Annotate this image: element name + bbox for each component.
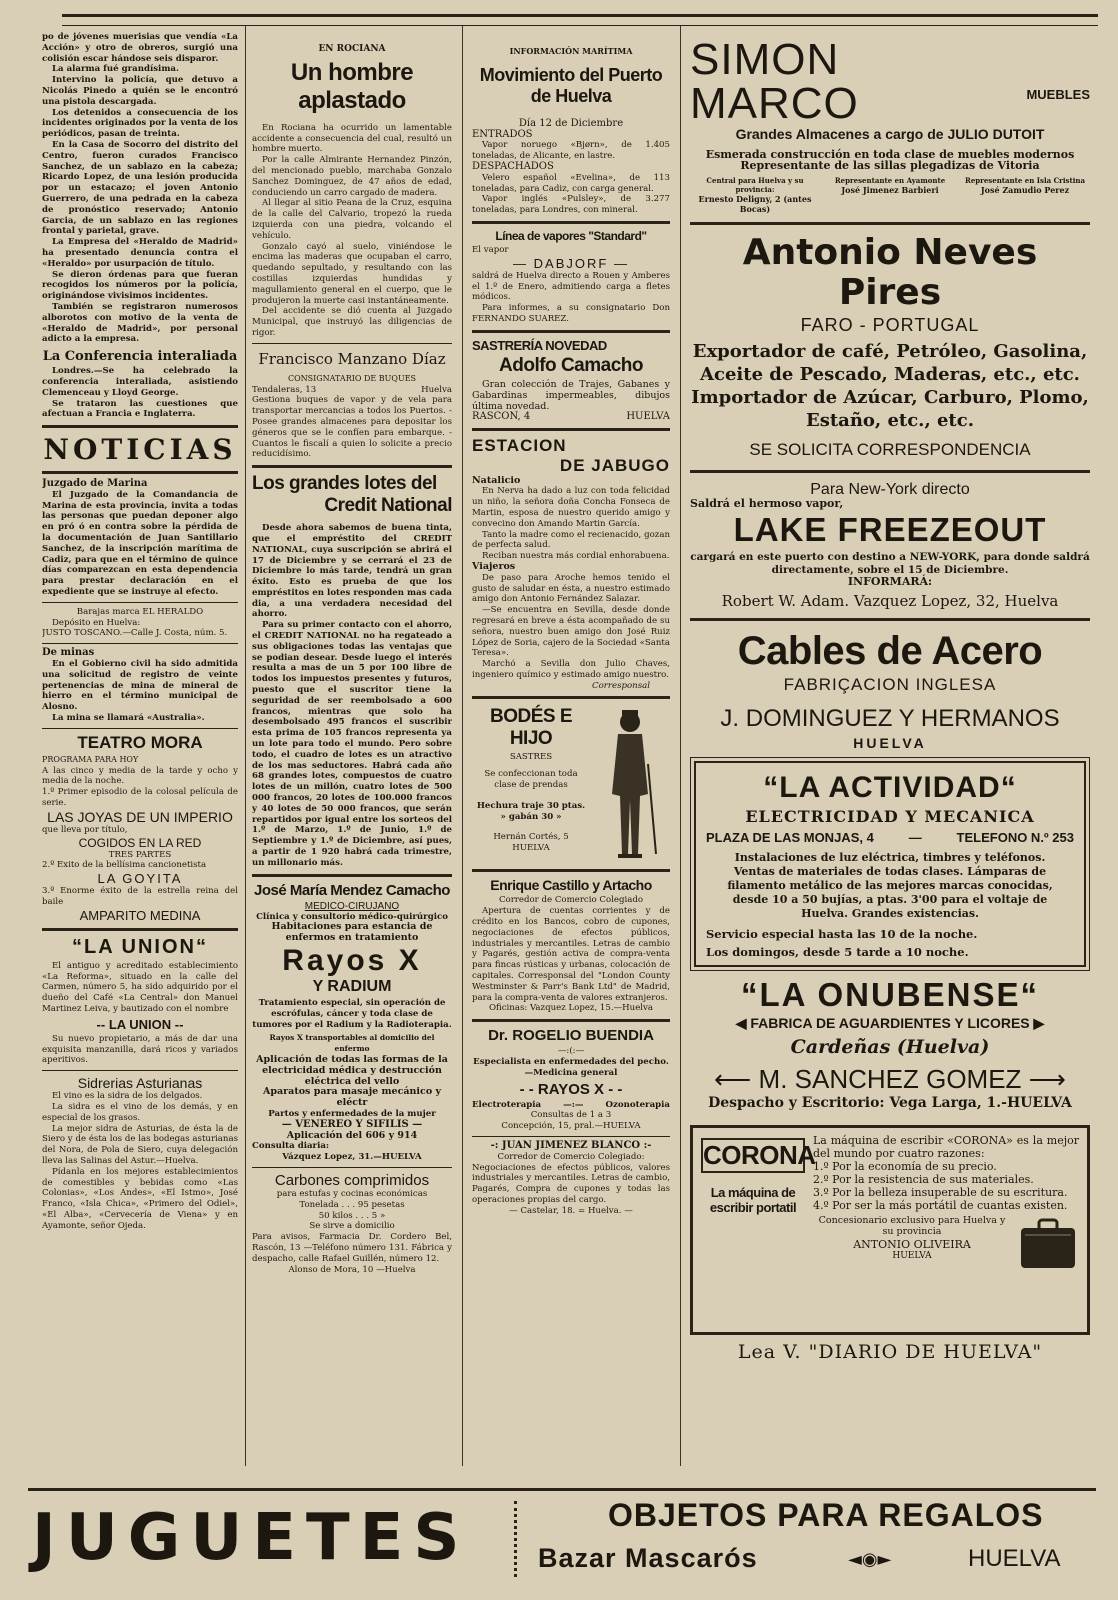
article-text: En Rociana ha ocurrido un lamentable accidente a consecuencia del cual, resultó un hombre muerto. (252, 122, 452, 155)
ad-text: Consulta diaria: (252, 1141, 330, 1152)
headline: Un hombre aplastado (290, 58, 414, 114)
doctor-name: José María Mendez Camacho (254, 881, 450, 899)
ad-text: 50 kilos . . . 5 » (318, 1210, 386, 1221)
ad-text: TRES PARTES (108, 849, 172, 860)
article-text: Desde ahora sabemos de buena tinta, que el empréstito del CREDIT NATIONAL, cuya suscripción se abrirá el 17 de Diciembre y se cerrará el 23 de Diciembre lo más tarde, tendrá un gran éxito. Esto es prueba de que los empréstitos en lotes responden mas cada dia, a una verdadera necesidad del ahorro. (252, 523, 452, 620)
ad-text: Tonelada . . . 95 pesetas (299, 1199, 405, 1210)
business-name: Francisco Manzano Díaz (258, 349, 446, 368)
film-title: COGIDOS EN LA RED (78, 835, 202, 850)
ad-text: Vázquez Lopez, 31.—HUELVA (282, 1152, 422, 1163)
ad-text: ◀ FABRICA DE AGUARDIENTES Y LICORES ▶ (735, 1015, 1045, 1032)
ad-text: Concesionario exclusivo para Huelva y su provincia (818, 1215, 1006, 1237)
subheading: DESPACHADOS (472, 160, 554, 172)
ad-text: Se sirve a domicilio (309, 1221, 395, 1232)
business-name: ⟵ M. SANCHEZ GOMEZ ⟶ (714, 1064, 1066, 1095)
divider (472, 428, 670, 431)
article-text: Gonzalo cayó al suelo, viniéndose le encima las maderas que ocupaban el carro, quedando sepultado, y resultando con las costillas izquierdas hundidas y magullamiento general en el cuerpo, que le produjeron la muerte casi instantáneamente. (252, 241, 452, 306)
ad-text: Gestiona buques de vapor y de vela para transportar mercancias a todos los Puertos. - Posee grandes almacenes para depositar los géneros que se le confíen para embarque. - Cuantos le fiscalí a quien lo solicite a precio reducidísimo. (252, 395, 452, 460)
section-heading: La Conferencia interaliada (42, 349, 238, 365)
article-text: Se trataron las cuestiones que afectuan a Francia e Inglaterra. (42, 398, 238, 420)
ad-text: Corredor de Comercio Colegiado (498, 895, 644, 906)
subheading: ENTRADOS (472, 128, 533, 140)
corona-ad (690, 1125, 1090, 1335)
ad-text: HUELVA (512, 843, 550, 854)
rep-label: Representante en Isla Cristina (965, 175, 1085, 185)
divider (42, 643, 238, 644)
article-text: El vino es la sidra de los delgados. (52, 1091, 203, 1102)
ad-text: — Castelar, 18. = Huelva. — (509, 1205, 633, 1216)
article-text: La Empresa del «Heraldo de Madrid» ha presentado denuncia contra el «Heraldo» por usurpación de título. (42, 237, 238, 269)
article-text: Para su primer contacto con el ahorro, el CREDIT NATIONAL no ha regateado a sus obligaciones todas las ventajas que se podian desear. Desde luego el interés resulta a mas de un 5 por 100 libre de todos los impuestos presentes y futuros, puesto que el suscritor tiene la seguridad de ser reembolsado a 600 francos, mientras que solo ha desembolsado 495 francos el suscribir esta prima de 105 francos representa ya un lote para todo el mundo. Pero sobre todo, el cuadro de lotes es un atractivo de los mas seductores. Habrá cada año 68 grandes lotes, compuestos de cuatro lotes de un millón, cuatro lotes de 500 000 francos, 20 lotes de 100.000 francos y 40 lotes de 50 000 francos, que serán repartidos por igual entre los sorteos del 1.º de Marzo, 1.º de Junio, 1.º de Septiembre y 1.º de Diciembre, así pues, a partir de 1 920 habrá cada trimestre, un millonario más. (252, 620, 452, 868)
column-rule (245, 26, 246, 1466)
man-in-suit-illustration (594, 704, 666, 864)
article-text: De paso para Aroche hemos tenido el gusto de saludar en ésta, a nuestro estimado amigo don Antonio Fernández Salazar. (472, 572, 670, 605)
headline: Movimiento del Puerto de Huelva (479, 64, 663, 106)
ad-text: Lea V. "DIARIO DE HUELVA" (737, 1341, 1043, 1364)
ad-text: 4.º Por ser la más portátil de cuantas existen. (813, 1199, 1068, 1213)
article-text: La sidra es el vino de los demás, y en especial de los grasos. (42, 1101, 238, 1123)
ad-text: ELECTRICIDAD Y MECANICA (745, 807, 1035, 827)
sidrerias-title: Sidrerias Asturianas (77, 1075, 203, 1092)
article-text: En Nerva ha dado a luz con toda felicidad un niño, la señora doña Concha Fonseca de Martin, esposa de nuestro querido amigo y convecino don Amando Martin García. (472, 486, 670, 529)
article-text: Se dieron órdenas para que fueran recogidos los números por la policía, originándose vivisimos incidentes. (42, 269, 238, 302)
ad-text: FABRIÇACION INGLESA (783, 675, 997, 695)
ad-text: Electroterapia (472, 1099, 542, 1110)
ad-text: que lleva por título, (42, 824, 128, 835)
ad-text: cargará en este puerto con destino a NEW-YORK, para donde saldrá directamente, sobre el 15 de Diciembre. (690, 551, 1090, 577)
ad-text: SE SOLICITA CORRESPONDENCIA (749, 439, 1031, 459)
article-text: Reciban nuestra más cordial enhorabuena. (482, 551, 670, 562)
divider (472, 1019, 670, 1022)
article-text: Intervino la policía, que detuvo a Nicolás Pinedo a quién se le encontró una pistola descargada. (42, 75, 238, 107)
union-title: “LA UNION“ (72, 935, 208, 958)
divider (690, 618, 1090, 621)
section-heading: DE JABUGO (559, 455, 670, 475)
rep-ayamonte (825, 176, 955, 214)
article-text: El Juzgado de la Comandancia de Marina de esta provincia, invita a todas las personas que puedan deponer algo en pró ó en contra sobre la pérdida de la documentación de Juan Santillario Sanchez, de la inscripción marítima de Cadiz, para que en el término de quince días comparezcan en esta dependencia para prestar declaración en el expediente que se instruye al efecto. (42, 489, 238, 598)
theatre-title: TEATRO MORA (77, 732, 203, 752)
ad-text: HUELVA (892, 1250, 932, 1261)
business-name: J. DOMINGUEZ Y HERMANOS (720, 705, 1060, 733)
section-heading: ESTACION (472, 435, 567, 455)
ad-text: 2.º Por la resistencia de sus materiales. (813, 1173, 1034, 1187)
concesionario-block (813, 1216, 1079, 1272)
divider (690, 470, 1090, 473)
business-name: Enrique Castillo y Artacho (490, 877, 652, 894)
kicker: INFORMACIÓN MARÍTIMA (509, 46, 633, 56)
ad-text: Aplicación del 606 y 914 (286, 1129, 418, 1141)
rep-central (690, 176, 820, 214)
divider (252, 874, 452, 877)
ad-text: Corredor de Comercio Colegiado: (497, 1151, 645, 1162)
rep-label: Representante en Ayamonte (834, 175, 946, 185)
article-text: Los detenidos a consecuencia de los incidentes originados por la venta de los periódicos, pasan de treinta. (42, 107, 238, 140)
ad-text: El vapor (472, 244, 509, 255)
ad-text: Negociaciones de efectos públicos, valores industriales y mercantiles. Letras de cambio, Pagarés, Compra de cupones y todas las operaciones propias del cargo. (472, 1162, 670, 1206)
ad-text: Para avisos, Farmacia Dr. Cordero Bel, Rascón, 13 —Teléfono número 131. Fábrica y despacho, calle Rafael Guillén, número 12. (252, 1232, 452, 1264)
ad-text: HUELVA (968, 1545, 1061, 1572)
ad-text: 1.º Primer episodio de la colosal película de serie. (42, 787, 238, 809)
rayos-title: - - RAYOS X - - (519, 1080, 623, 1098)
divider (472, 221, 670, 224)
rep-isla (960, 176, 1090, 214)
union-small: -- LA UNION -- (96, 1016, 184, 1032)
article-text: Día 12 de Diciembre (518, 117, 624, 129)
carbones-title: Carbones comprimidos (274, 1171, 430, 1189)
ad-text: para estufas y cocinas económicas (276, 1188, 428, 1199)
byline: Corresponsal (592, 680, 650, 691)
ad-text: Los domingos, desde 5 tarde a 10 noche. (706, 945, 969, 960)
la-actividad-ad (694, 761, 1086, 967)
article-text: —Se encuentra en Sevilla, desde donde regresará en breve a ésta acompañado de su señora, nuestro buen amigo don José Ruiz López de Soria, cajero de la Sociedad «Santa Teresa». (472, 605, 670, 659)
business-name: “LA ACTIVIDAD“ (763, 771, 1017, 805)
ad-text: Alonso de Mora, 10 —Huelva (288, 1264, 416, 1275)
ad-text: Cardeñas (Huelva) (790, 1036, 990, 1059)
ad-text: MUEBLES (1026, 87, 1090, 102)
noticias-heading: NOTICIAS (43, 433, 237, 467)
headline: Los grandes lotes del (252, 473, 437, 495)
bodes-text (472, 704, 590, 864)
ad-text: —:(:— (557, 1046, 585, 1057)
headline: Credit National (324, 495, 452, 517)
ad-text: Esmerada construcción en toda clase de muebles modernos (705, 148, 1075, 161)
ad-text: ANTONIO OLIVEIRA (853, 1237, 971, 1251)
ad-text: Depósito en Huelva: (52, 617, 141, 628)
business-name: SIMON MARCO (690, 35, 859, 128)
divider (42, 928, 238, 931)
ornament-icon: ◄◉► (848, 1549, 892, 1570)
divider (252, 1167, 452, 1168)
business-name: M. SANCHEZ GOMEZ (758, 1064, 1022, 1095)
ad-text: Partos y enfermedades de la mujer (268, 1108, 436, 1119)
rep-label: Central para Huelva y su provincia: (706, 175, 804, 194)
artist-name: LA GOYITA (97, 871, 183, 887)
article-text: La mina se llamará «Australia». (52, 713, 205, 724)
ad-text: Concepción, 15, pral.—HUELVA (501, 1121, 641, 1132)
divider (42, 1070, 238, 1071)
divider (472, 330, 670, 333)
corona-brand (701, 1134, 816, 1326)
ad-text: Tendaleras, 13 (252, 384, 317, 395)
ad-text: INFORMARÁ: (847, 575, 933, 589)
column-1 (42, 32, 238, 1462)
corona-text (813, 1134, 1079, 1326)
article-text: Por la calle Almirante Hernandez Pinzón, del mencionado pueblo, marchaba Gonzalo Sanchez Dominguez, de 47 años de edad, conduciendo un carro cargado de madera. (252, 155, 452, 198)
article-text: La mejor sidra de Asturias, de ésta la de Siero y de ésta los de las bodegas asturianas del Nora, de Pola de Siero, cuya delegación lleva las Salinas del Astur.—Huelva. (42, 1123, 238, 1166)
divider (472, 869, 670, 872)
concesionario-text (813, 1216, 1011, 1272)
ad-text: 3.º Por la belleza insuperable de su escritura. (813, 1186, 1068, 1200)
article-text: En el Gobierno civil ha sido admitida una solicitud de registro de veinte pertenencias de mina de mineral de hierro en el término municipal de Alosno. (42, 659, 238, 713)
ad-address (472, 412, 670, 423)
subheading: Natalicio (472, 474, 521, 486)
kicker: EN ROCIANA (318, 44, 386, 54)
article-text: Velero español «Evelina», de 113 toneladas, para Cadiz, con carga general. (472, 172, 670, 194)
ad-text: Ozonoterapia (605, 1099, 670, 1110)
ad-text: Robert W. Adam. Vazquez Lopez, 32, Huelva (721, 592, 1059, 611)
article-text: Su nuevo propietario, a más de dar una exquisita manzanilla, dará ricos y variados aperitivos. (42, 1033, 238, 1066)
article-text: Pídanla en los mejores establecimientos de comestibles y bebidas como «Las Colonias», «Los Andes», «El Istmo», José Franco, «Isla Chica», «Primero del Odiel», «El Alba», «Cervecería de Viena» y en Ayamonte, señor Ojeda. (42, 1166, 238, 1231)
article-text: Vapor noruego «Bjørn», de 1.405 toneladas, de Alicante, en lastre. (472, 140, 670, 162)
ad-text: FARO - PORTUGAL (800, 314, 980, 335)
ad-text: JUSTO TOSCANO.—Calle J. Costa, núm. 5. (42, 628, 228, 639)
ad-text: RASCON, 4 (472, 410, 531, 422)
column-rule (462, 26, 463, 1466)
article-text: Tanto la madre como el recienacido, gozan de perfecta salud. (472, 529, 670, 551)
ad-text: Hernán Cortés, 5 (493, 832, 569, 843)
ad-text: Para informes, a su consignatario Don FERNANDO SUAREZ. (472, 303, 670, 324)
ad-text: Se confeccionan toda clase de prendas (484, 769, 578, 791)
simon-marco-ad (690, 35, 1090, 128)
radium-title: Y RADIUM (312, 978, 392, 995)
ad-text: Aplicación de todas las formas de la electricidad médica y destrucción eléctrica del vello (256, 1053, 448, 1087)
article-text: Al llegar al sitio Peana de la Cruz, esquina de la calle del Calvario, tropezó la rueda izquierda con una piedra, volcando el vehículo. (252, 198, 452, 241)
ad-text: Rayos X transportables al domicilio del enfermo (269, 1033, 435, 1054)
subheading: Viajeros (472, 560, 516, 572)
ad-text: CONSIGNATARIO DE BUQUES (287, 373, 417, 383)
ad-text: Consultas de 1 a 3 (530, 1110, 612, 1121)
article-text: La alarma fué grandísima. (52, 64, 179, 75)
ad-text: Habitaciones para estancia de enfermos en tratamiento (271, 921, 433, 944)
ad-text: La máquina de escribir «CORONA» es la mejor del mundo por cuatro razones: (813, 1134, 1079, 1161)
divider (472, 1136, 670, 1137)
ad-text: saldrá de Huelva directo a Rouen y Amberes el 1.º de Enero, admitiendo carga a fletes módicos. (472, 270, 670, 303)
business-name: JUGUETES (32, 1501, 470, 1575)
ad-text: SASTRES (509, 752, 553, 763)
ad-text: PROGRAMA PARA HOY (42, 754, 139, 764)
representatives (690, 176, 1090, 214)
rep-value: Ernesto Deligny, 2 (antes Bocas) (698, 193, 812, 214)
top-rule (62, 14, 1098, 26)
article-text: Marchó a Sevilla don Julio Chaves, ingeniero químico y estimado amigo nuestro. (472, 659, 670, 680)
ad-text: TELEFONO N.º 253 (956, 830, 1074, 846)
divider (42, 728, 238, 729)
ad-address: PLAZA DE LAS MONJAS, 4 — TELEFONO N.º 253 (706, 830, 1074, 846)
article-text: Del accidente se dió cuenta al Juzgado Municipal, que instruyó las diligencias de rigor. (252, 306, 452, 338)
business-name: Bazar Mascarós (538, 1543, 758, 1573)
ad-text: Saldrá el hermoso vapor, (690, 496, 844, 510)
shop-heading: SASTRERÍA NOVEDAD (472, 337, 607, 353)
footer-ad (28, 1488, 1096, 1593)
bodes-ad (472, 704, 670, 864)
ad-text: Gran colección de Trajes, Gabanes y Gabardinas impermeables, dibujos última novedad. (472, 378, 670, 412)
article-text: Vapor inglés «Pulsley», de 3.277 toneladas, para Londres, con mineral. (472, 194, 670, 216)
column-rule (680, 26, 681, 1466)
ad-text: Para New-York directo (810, 480, 970, 498)
column-2 (252, 32, 452, 1472)
ad-text: Tratamiento especial, sin operación de escrófulas, cáncer y toda clase de tumores por el Radium y la Radioterapia. (252, 998, 452, 1030)
ad-text: Especialista en enfermedades del pecho.—Medicina general (473, 1057, 669, 1078)
divider (514, 1501, 525, 1577)
ad-row: Electroterapia —:— Ozonoterapia (472, 1099, 670, 1110)
divider (690, 222, 1090, 225)
ad-text: FABRICA DE AGUARDIENTES Y LICORES (750, 1015, 1030, 1032)
article-text: En la Casa de Socorro del distrito del Centro, fueron curados Francisco Sanchez, de un sablazo en la cabeza; Ricardo Lopez, de una lesión producida por un estacazo; el joven Antonio Guerrero, de una pedrada en la cabeza de pronóstico reservado; Antonio Garcia, de un sablazo en las regiones frontal y parietal, grave. (42, 139, 238, 237)
ship-name: LAKE FREEZEOUT (733, 511, 1047, 549)
ad-text: Oficinas: Vazquez Lopez, 15.—Huelva (488, 1003, 654, 1014)
business-name: “LA ONUBENSE“ (741, 976, 1039, 1014)
rep-value: José Zamudio Perez (980, 184, 1070, 195)
ad-text: Clínica y consultorio médico-quirúrgico (256, 911, 448, 922)
column-3 (472, 32, 670, 1472)
ad-text: Importador de Azúcar, Carburo, Plomo, (691, 386, 1089, 408)
section-heading: De minas (42, 647, 95, 659)
ad-text: HUELVA (853, 735, 927, 752)
divider (42, 425, 238, 428)
business-name: CORONA (701, 1138, 805, 1173)
ad-text: Estaño, etc., etc. (806, 409, 974, 431)
ad-text: Despacho y Escritorio: Vega Larga, 1.-HUELVA (708, 1095, 1072, 1112)
ad-text: Instalaciones de luz eléctrica, timbres y teléfonos. Ventas de materiales de todas clases. Lámparas de filamento metálico de las mejores marcas conocidas, desde 10 a 50 bujías, a ptas. 3'00 para el voltaje de Huelva. Grandes existencias. (727, 851, 1053, 921)
artist-name: AMPARITO MEDINA (79, 907, 201, 923)
article-text: Londres.—Se ha celebrado la conferencia interaliada, asistiendo Clemenceau y Lloyd George. (42, 366, 238, 398)
ad-text: Representante de las sillas plegadizas de Vitoria (740, 158, 1040, 172)
article-text: El antiguo y acreditado establecimiento «La Reforma», situado en la calle del Carmen, número 5, ha sido adquirido por el dueño del Café «La Central» don Manuel Martinez Leiva, y bautizado con el nombre (42, 960, 238, 1014)
divider (42, 602, 238, 603)
doctor-name: Dr. ROGELIO BUENDIA (488, 1027, 654, 1045)
ad-text: Aparatos para masaje mecánico y eléctr (263, 1086, 441, 1109)
ad-address (252, 385, 452, 396)
ad-text: La máquina de escribir portatil (709, 1185, 797, 1216)
tailor-name: Adolfo Camacho (499, 354, 643, 376)
section-heading: Juzgado de Marina (42, 478, 148, 490)
ad-text: Aceite de Pescado, Maderas, etc., etc. (700, 363, 1080, 385)
rep-value: José Jimenez Barbieri (841, 184, 939, 195)
divider (252, 465, 452, 468)
ad-text: Apertura de cuentas corrientes y de crédito en los Bancos, cobro de cupones, negociaciones de efectos públicos, industriales y mercantiles. Letras de cambio y Pagarés, gestión activa de compra-venta para fincas rústicas y urbanas, colocación de capitales. Corresponsal del "London County Westminster & Parr's Bank Ltd" de Madrid, para la compra-venta de valores extranjeros. (472, 906, 670, 1003)
business-name: Cables de Acero (737, 629, 1043, 674)
ad-text: — VENEREO Y SIFILIS — (281, 1118, 423, 1130)
business-name: BODÉS E HIJO (489, 706, 573, 750)
ad-text: 3.º Enorme éxito de la estrella reina del baile (42, 886, 238, 907)
ad-text: 2.º Exito de la bellísima cancionetista (42, 860, 207, 871)
ad-text: OBJETOS PARA REGALOS (608, 1497, 1044, 1533)
ad-text: Hechura traje 30 ptas. (476, 800, 586, 811)
divider (472, 696, 670, 699)
ad-text: Barajas marca EL HERALDO (76, 606, 204, 617)
ad-text: Grandes Almacenes a cargo de JULIO DUTOIT (735, 126, 1045, 142)
ad-text: Huelva (421, 384, 452, 395)
article-text: También se registraron numerosos alborotos con motivo de la venta de «Heraldo de Madrid», por personal adicto a la empresa. (42, 301, 238, 345)
ship-name: — DABJORF — (513, 255, 629, 271)
typewriter-case-icon (1017, 1216, 1079, 1272)
ad-text: HUELVA (626, 410, 670, 422)
ad-text: » gabán 30 » (500, 811, 562, 822)
film-title: LAS JOYAS DE UN IMPERIO (47, 808, 233, 825)
article-text: po de jóvenes muerisias que vendía «La Acción» y otro de obreros, surgió una colisión escar hándose seis disparor. (42, 32, 238, 64)
ad-text: PLAZA DE LAS MONJAS, 4 (706, 830, 874, 846)
business-name: -: JUAN JIMENEZ BLANCO :- (490, 1140, 652, 1152)
ad-text: Servicio especial hasta las 10 de la noche. (706, 927, 978, 942)
ad-text: MEDICO-CIRUJANO (304, 900, 400, 912)
ad-text: Exportador de café, Petróleo, Gasolina, (692, 340, 1088, 362)
divider (252, 343, 452, 344)
shipping-line: Línea de vapores "Standard" (495, 228, 647, 243)
ad-text: A las cinco y media de la tarde y ocho y media de la noche. (42, 765, 238, 787)
divider (42, 471, 238, 474)
business-name: Antonio Neves Pires (742, 231, 1038, 313)
rayos-x-title: Rayos X (282, 944, 422, 977)
column-4 (690, 32, 1090, 1472)
ad-text: 1.º Por la economía de su precio. (813, 1160, 997, 1174)
